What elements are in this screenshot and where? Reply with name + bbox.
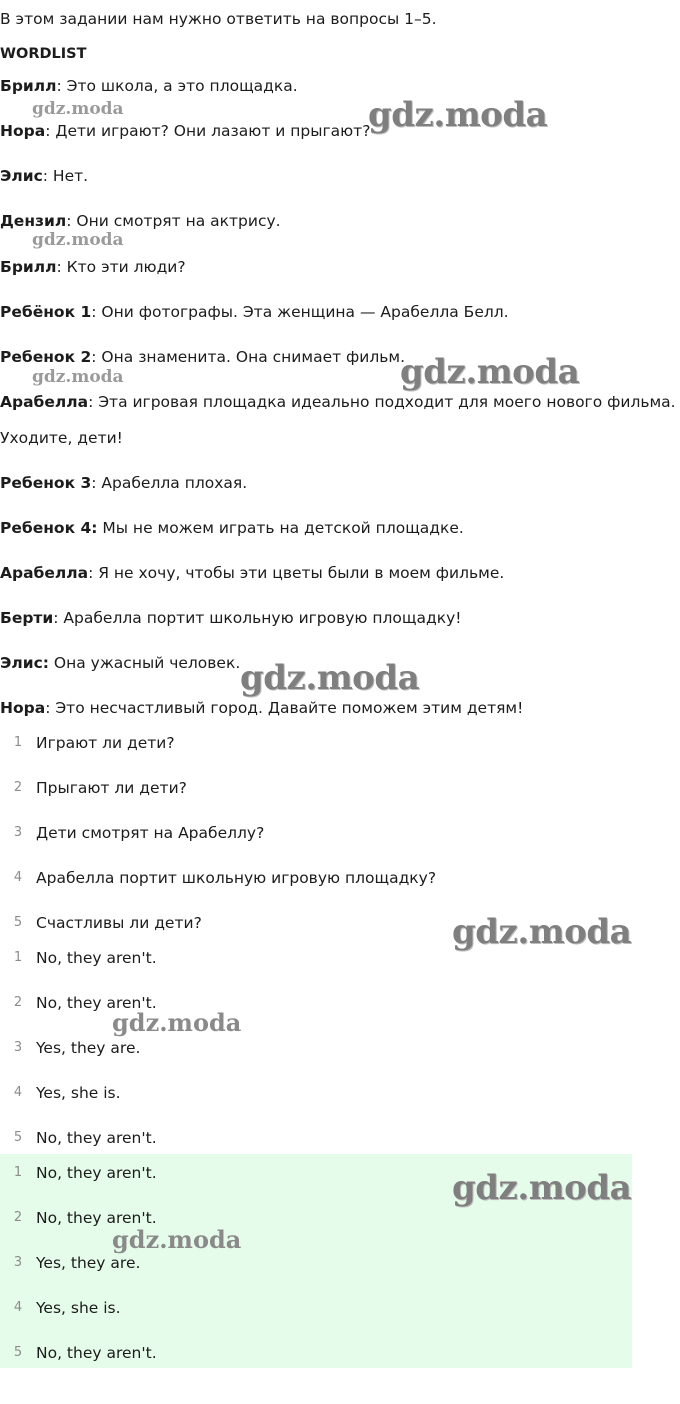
line-text: : Они фотографы. Эта женщина — Арабелла Белл. xyxy=(91,303,509,321)
dialogue-line xyxy=(0,121,370,141)
line-text: : Это школа, а это площадка. xyxy=(56,77,298,95)
question-number: 2 xyxy=(13,780,23,795)
question-text: Счастливы ли дети? xyxy=(36,914,202,932)
watermark-logo: gdz.moda xyxy=(240,658,420,698)
watermark-logo: gdz.moda xyxy=(112,1225,242,1254)
task-intro: В этом задании нам нужно ответить на вопросы 1–5. xyxy=(0,10,437,28)
watermark-logo: gdz.moda xyxy=(452,912,632,952)
dialogue-line xyxy=(0,698,523,718)
dialogue-line xyxy=(0,653,240,673)
dialogue-line xyxy=(0,392,676,412)
speaker-name: Арабелла xyxy=(0,564,89,582)
line-text: : Арабелла портит школьную игровую площадку! xyxy=(53,609,462,627)
answer-text: Yes, she is. xyxy=(36,1084,121,1102)
line-text: : Они смотрят на актрису. xyxy=(66,212,281,230)
speaker-name: Ребёнок 1 xyxy=(0,303,92,321)
line-text: : Это несчастливый город. Давайте поможем этим детям! xyxy=(45,699,524,717)
answer-number: 3 xyxy=(13,1040,23,1055)
dialogue-line xyxy=(0,347,405,367)
speaker-name: Нора xyxy=(0,122,46,140)
answer-text: No, they aren't. xyxy=(36,1129,157,1147)
answer-text: No, they aren't. xyxy=(36,994,157,1012)
line-text: : Дети играют? Они лазают и прыгают? xyxy=(45,122,371,140)
dialogue-line xyxy=(0,302,509,322)
watermark-logo: gdz.moda xyxy=(452,1168,632,1208)
speaker-name: Берти xyxy=(0,609,54,627)
speaker-name: Ребенок 4: xyxy=(0,519,98,537)
question-text: Арабелла портит школьную игровую площадку? xyxy=(36,869,437,887)
answer-number: 4 xyxy=(13,1300,23,1315)
dialogue-line xyxy=(0,428,123,448)
watermark-logo: gdz.moda xyxy=(112,1008,242,1037)
dialogue-line xyxy=(0,166,88,186)
speaker-name: Ребенок 3 xyxy=(0,474,92,492)
answer-number: 4 xyxy=(13,1085,23,1100)
question-text: Играют ли дети? xyxy=(36,734,175,752)
line-text: : Кто эти люди? xyxy=(56,258,186,276)
answer-number: 1 xyxy=(13,1165,23,1180)
speaker-name: Дензил xyxy=(0,212,67,230)
line-text: : Эта игровая площадка идеально подходит для моего нового фильма. xyxy=(88,393,676,411)
speaker-name: Нора xyxy=(0,699,46,717)
line-text: : Арабелла плохая. xyxy=(91,474,248,492)
dialogue-line xyxy=(0,518,464,538)
answer-number: 2 xyxy=(13,995,23,1010)
answer-number: 3 xyxy=(13,1255,23,1270)
wordlist-heading: WORDLIST xyxy=(0,46,87,62)
speaker-name: Элис: xyxy=(0,654,49,672)
speaker-name: Брилл xyxy=(0,77,57,95)
question-text: Прыгают ли дети? xyxy=(36,779,187,797)
dialogue-line xyxy=(0,257,186,277)
answer-text: No, they aren't. xyxy=(36,1164,157,1182)
speaker-name: Брилл xyxy=(0,258,57,276)
dialogue-line xyxy=(0,473,247,493)
speaker-name: Арабелла xyxy=(0,393,89,411)
dialogue-line xyxy=(0,563,504,583)
answer-text: No, they aren't. xyxy=(36,1344,157,1362)
question-text: Дети смотрят на Арабеллу? xyxy=(36,824,265,842)
dialogue-line xyxy=(0,608,461,628)
answer-text: Yes, they are. xyxy=(36,1254,141,1272)
answer-text: No, they aren't. xyxy=(36,1209,157,1227)
question-number: 4 xyxy=(13,870,23,885)
dialogue-line xyxy=(0,76,298,96)
watermark-logo: gdz.moda xyxy=(368,95,548,135)
answer-text: No, they aren't. xyxy=(36,949,157,967)
answer-text: Yes, they are. xyxy=(36,1039,141,1057)
watermark-logo: gdz.moda xyxy=(32,367,124,387)
line-text: : Я не хочу, чтобы эти цветы были в моем фильме. xyxy=(88,564,505,582)
question-number: 1 xyxy=(13,735,23,750)
question-number: 5 xyxy=(13,915,23,930)
dialogue-line xyxy=(0,211,281,231)
answer-number: 1 xyxy=(13,950,23,965)
line-text: Она ужасный человек. xyxy=(48,654,241,672)
answer-number: 2 xyxy=(13,1210,23,1225)
question-number: 3 xyxy=(13,825,23,840)
watermark-logo: gdz.moda xyxy=(32,99,124,119)
answer-text: Yes, she is. xyxy=(36,1299,121,1317)
line-text: : Она знаменита. Она снимает фильм. xyxy=(91,348,406,366)
answer-number: 5 xyxy=(13,1130,23,1145)
watermark-logo: gdz.moda xyxy=(400,352,580,392)
speaker-name: Элис xyxy=(0,167,43,185)
answer-number: 5 xyxy=(13,1345,23,1360)
watermark-logo: gdz.moda xyxy=(32,230,124,250)
line-text: : Нет. xyxy=(42,167,89,185)
speaker-name: Ребенок 2 xyxy=(0,348,92,366)
line-text: Мы не можем играть на детской площадке. xyxy=(97,519,464,537)
line-text: Уходите, дети! xyxy=(0,429,123,447)
